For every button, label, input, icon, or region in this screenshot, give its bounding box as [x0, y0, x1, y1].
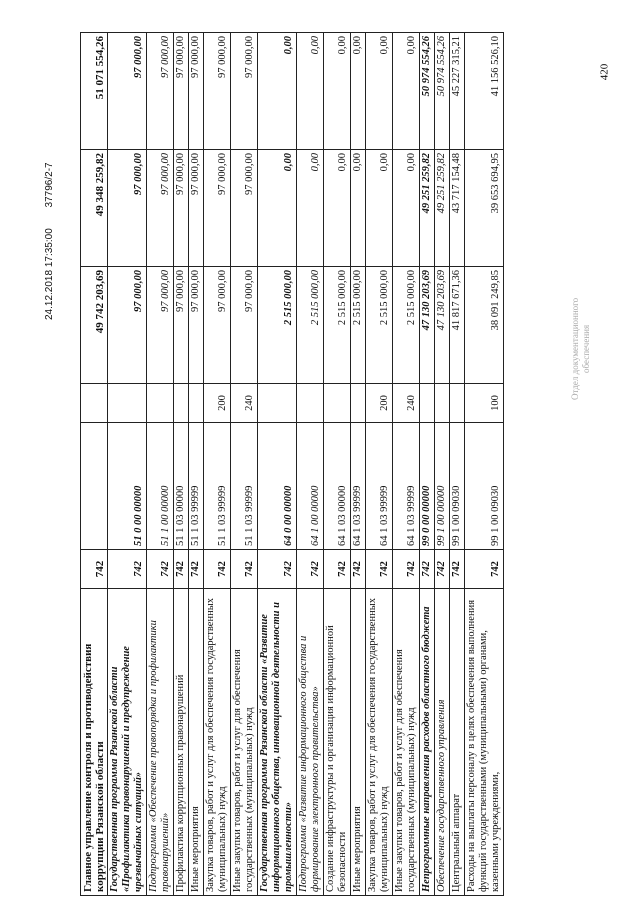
cell-value-2021: 97 000,00 — [231, 33, 258, 150]
cell-csr: 64 1 03 99999 — [351, 423, 366, 550]
cell-code: 742 — [351, 550, 366, 589]
cell-value-2021: 51 071 554,26 — [81, 33, 108, 150]
cell-value-2020: 0,00 — [297, 150, 324, 267]
cell-code: 742 — [204, 550, 231, 589]
cell-code: 742 — [258, 550, 297, 589]
table-row — [351, 33, 366, 896]
cell-value-2020: 0,00 — [366, 150, 393, 267]
cell-value-2020: 97 000,00 — [204, 150, 231, 267]
cell-value-2019: 2 515 000,00 — [297, 267, 324, 384]
cell-name: Подпрограмма «Обеспечение правопорядка и профилактики правонарушений» — [147, 589, 174, 896]
cell-name: Обеспечение государственного управления — [435, 589, 450, 896]
cell-vr — [147, 384, 174, 423]
cell-value-2019: 97 000,00 — [174, 267, 189, 384]
cell-value-2021: 0,00 — [393, 33, 420, 150]
table-row — [465, 33, 504, 896]
cell-value-2021: 97 000,00 — [189, 33, 204, 150]
cell-value-2020: 97 000,00 — [231, 150, 258, 267]
cell-vr — [189, 384, 204, 423]
cell-code: 742 — [450, 550, 465, 589]
cell-value-2021: 97 000,00 — [204, 33, 231, 150]
budget-table — [80, 32, 504, 896]
cell-value-2021: 97 000,00 — [174, 33, 189, 150]
cell-value-2019: 38 091 249,85 — [465, 267, 504, 384]
table-row — [324, 33, 351, 896]
cell-value-2019: 2 515 000,00 — [351, 267, 366, 384]
cell-vr: 200 — [366, 384, 393, 423]
cell-csr: 64 0 00 00000 — [258, 423, 297, 550]
cell-vr: 240 — [393, 384, 420, 423]
cell-value-2019: 49 742 203,69 — [81, 267, 108, 384]
table-row — [435, 33, 450, 896]
cell-vr — [297, 384, 324, 423]
cell-value-2019: 2 515 000,00 — [393, 267, 420, 384]
cell-value-2021: 0,00 — [324, 33, 351, 150]
cell-code: 742 — [189, 550, 204, 589]
cell-code: 742 — [366, 550, 393, 589]
table-row — [81, 33, 108, 896]
stamp-line-2: обеспечения — [581, 324, 591, 373]
cell-csr: 64 1 03 00000 — [324, 423, 351, 550]
table-row — [420, 33, 435, 896]
cell-csr: 99 1 00 09030 — [450, 423, 465, 550]
cell-vr — [81, 384, 108, 423]
cell-value-2019: 97 000,00 — [231, 267, 258, 384]
table-row — [366, 33, 393, 896]
cell-name: Иные закупки товаров, работ и услуг для обеспечения государственных (муниципальных) нужд — [393, 589, 420, 896]
cell-csr: 99 1 00 09030 — [465, 423, 504, 550]
cell-vr — [174, 384, 189, 423]
cell-value-2020: 0,00 — [393, 150, 420, 267]
cell-csr: 51 1 03 00000 — [174, 423, 189, 550]
table-row — [204, 33, 231, 896]
footer-timestamp: 24.12.2018 17:35:00 — [44, 228, 55, 320]
table-row — [231, 33, 258, 896]
cell-value-2020: 49 251 259,82 — [420, 150, 435, 267]
cell-vr — [324, 384, 351, 423]
cell-name: Закупка товаров, работ и услуг для обеспечения государственных (муниципальных) нужд — [366, 589, 393, 896]
table-row — [393, 33, 420, 896]
cell-code: 742 — [108, 550, 147, 589]
cell-csr: 51 1 03 99999 — [204, 423, 231, 550]
cell-csr: 64 1 03 99999 — [393, 423, 420, 550]
cell-name: Иные мероприятия — [351, 589, 366, 896]
cell-name: Центральный аппарат — [450, 589, 465, 896]
footer-doc-id: 37796/2-7 — [44, 162, 55, 208]
cell-value-2019: 97 000,00 — [189, 267, 204, 384]
cell-value-2020: 39 653 694,95 — [465, 150, 504, 267]
cell-vr — [450, 384, 465, 423]
cell-name: Иные закупки товаров, работ и услуг для обеспечения государственных (муниципальных) нужд — [231, 589, 258, 896]
cell-csr — [81, 423, 108, 550]
table-row — [258, 33, 297, 896]
cell-value-2020: 97 000,00 — [147, 150, 174, 267]
cell-value-2021: 50 974 554,26 — [435, 33, 450, 150]
cell-value-2021: 0,00 — [258, 33, 297, 150]
cell-csr: 51 1 00 00000 — [147, 423, 174, 550]
stamp-line-1: Отдел документационного — [570, 297, 580, 400]
cell-vr — [351, 384, 366, 423]
cell-value-2020: 97 000,00 — [174, 150, 189, 267]
cell-value-2021: 45 227 315,21 — [450, 33, 465, 150]
cell-name: Государственная программа Рязанской области «Развитие информационного общества, инновационной деятельности и промышленности» — [258, 589, 297, 896]
cell-csr: 51 1 03 99999 — [189, 423, 204, 550]
cell-value-2020: 97 000,00 — [108, 150, 147, 267]
cell-value-2019: 97 000,00 — [204, 267, 231, 384]
cell-code: 742 — [393, 550, 420, 589]
cell-value-2020: 49 348 259,82 — [81, 150, 108, 267]
cell-code: 742 — [324, 550, 351, 589]
table-row — [450, 33, 465, 896]
cell-name: Непрограммные направления расходов областного бюджета — [420, 589, 435, 896]
cell-vr — [258, 384, 297, 423]
cell-vr — [420, 384, 435, 423]
cell-value-2021: 0,00 — [366, 33, 393, 150]
cell-value-2021: 97 000,00 — [147, 33, 174, 150]
cell-code: 742 — [147, 550, 174, 589]
cell-csr: 64 1 03 99999 — [366, 423, 393, 550]
cell-name: Государственная программа Рязанской области «Профилактика правонарушений и предупреждение чрезвычайных ситуаций» — [108, 589, 147, 896]
cell-vr — [435, 384, 450, 423]
cell-csr: 99 1 00 00000 — [435, 423, 450, 550]
cell-code: 742 — [297, 550, 324, 589]
cell-vr: 200 — [204, 384, 231, 423]
cell-vr: 100 — [465, 384, 504, 423]
cell-value-2020: 49 251 259,82 — [435, 150, 450, 267]
cell-name: Профилактика коррупционных правонарушений — [174, 589, 189, 896]
cell-value-2021: 0,00 — [297, 33, 324, 150]
cell-name: Расходы на выплаты персоналу в целях обеспечения выполнения функций государственными (муниципальными) органами, казенными учреждениями, — [465, 589, 504, 896]
cell-code: 742 — [231, 550, 258, 589]
cell-value-2021: 50 974 554,26 — [420, 33, 435, 150]
cell-code: 742 — [174, 550, 189, 589]
cell-name: Закупка товаров, работ и услуг для обеспечения государственных (муниципальных) нужд — [204, 589, 231, 896]
cell-value-2020: 0,00 — [324, 150, 351, 267]
cell-value-2019: 47 130 203,69 — [435, 267, 450, 384]
cell-code: 742 — [465, 550, 504, 589]
cell-value-2020: 97 000,00 — [189, 150, 204, 267]
table-row — [147, 33, 174, 896]
cell-csr: 99 0 00 00000 — [420, 423, 435, 550]
cell-value-2019: 2 515 000,00 — [258, 267, 297, 384]
cell-code: 742 — [81, 550, 108, 589]
table-row — [297, 33, 324, 896]
cell-value-2021: 97 000,00 — [108, 33, 147, 150]
cell-value-2019: 2 515 000,00 — [366, 267, 393, 384]
cell-name: Создание инфраструктуры и организация информационной безопасности — [324, 589, 351, 896]
cell-csr: 51 1 03 99999 — [231, 423, 258, 550]
cell-code: 742 — [420, 550, 435, 589]
cell-value-2019: 41 817 671,36 — [450, 267, 465, 384]
cell-csr: 51 0 00 00000 — [108, 423, 147, 550]
cell-value-2019: 2 515 000,00 — [324, 267, 351, 384]
cell-csr: 64 1 00 00000 — [297, 423, 324, 550]
table-row — [189, 33, 204, 896]
table-row — [174, 33, 189, 896]
cell-value-2021: 41 156 526,10 — [465, 33, 504, 150]
page-number: 420 — [598, 63, 611, 81]
table-row — [108, 33, 147, 896]
cell-name: Иные мероприятия — [189, 589, 204, 896]
cell-value-2021: 0,00 — [351, 33, 366, 150]
cell-name: Главное управление контроля и противодействия коррупции Рязанской области — [81, 589, 108, 896]
cell-name: Подпрограмма «Развитие информационного общества и формирование электронного правительства» — [297, 589, 324, 896]
cell-value-2019: 47 130 203,69 — [420, 267, 435, 384]
cell-vr: 240 — [231, 384, 258, 423]
cell-value-2020: 43 717 154,48 — [450, 150, 465, 267]
cell-value-2020: 0,00 — [258, 150, 297, 267]
cell-value-2020: 0,00 — [351, 150, 366, 267]
cell-value-2019: 97 000,00 — [147, 267, 174, 384]
cell-vr — [108, 384, 147, 423]
cell-value-2019: 97 000,00 — [108, 267, 147, 384]
cell-code: 742 — [435, 550, 450, 589]
